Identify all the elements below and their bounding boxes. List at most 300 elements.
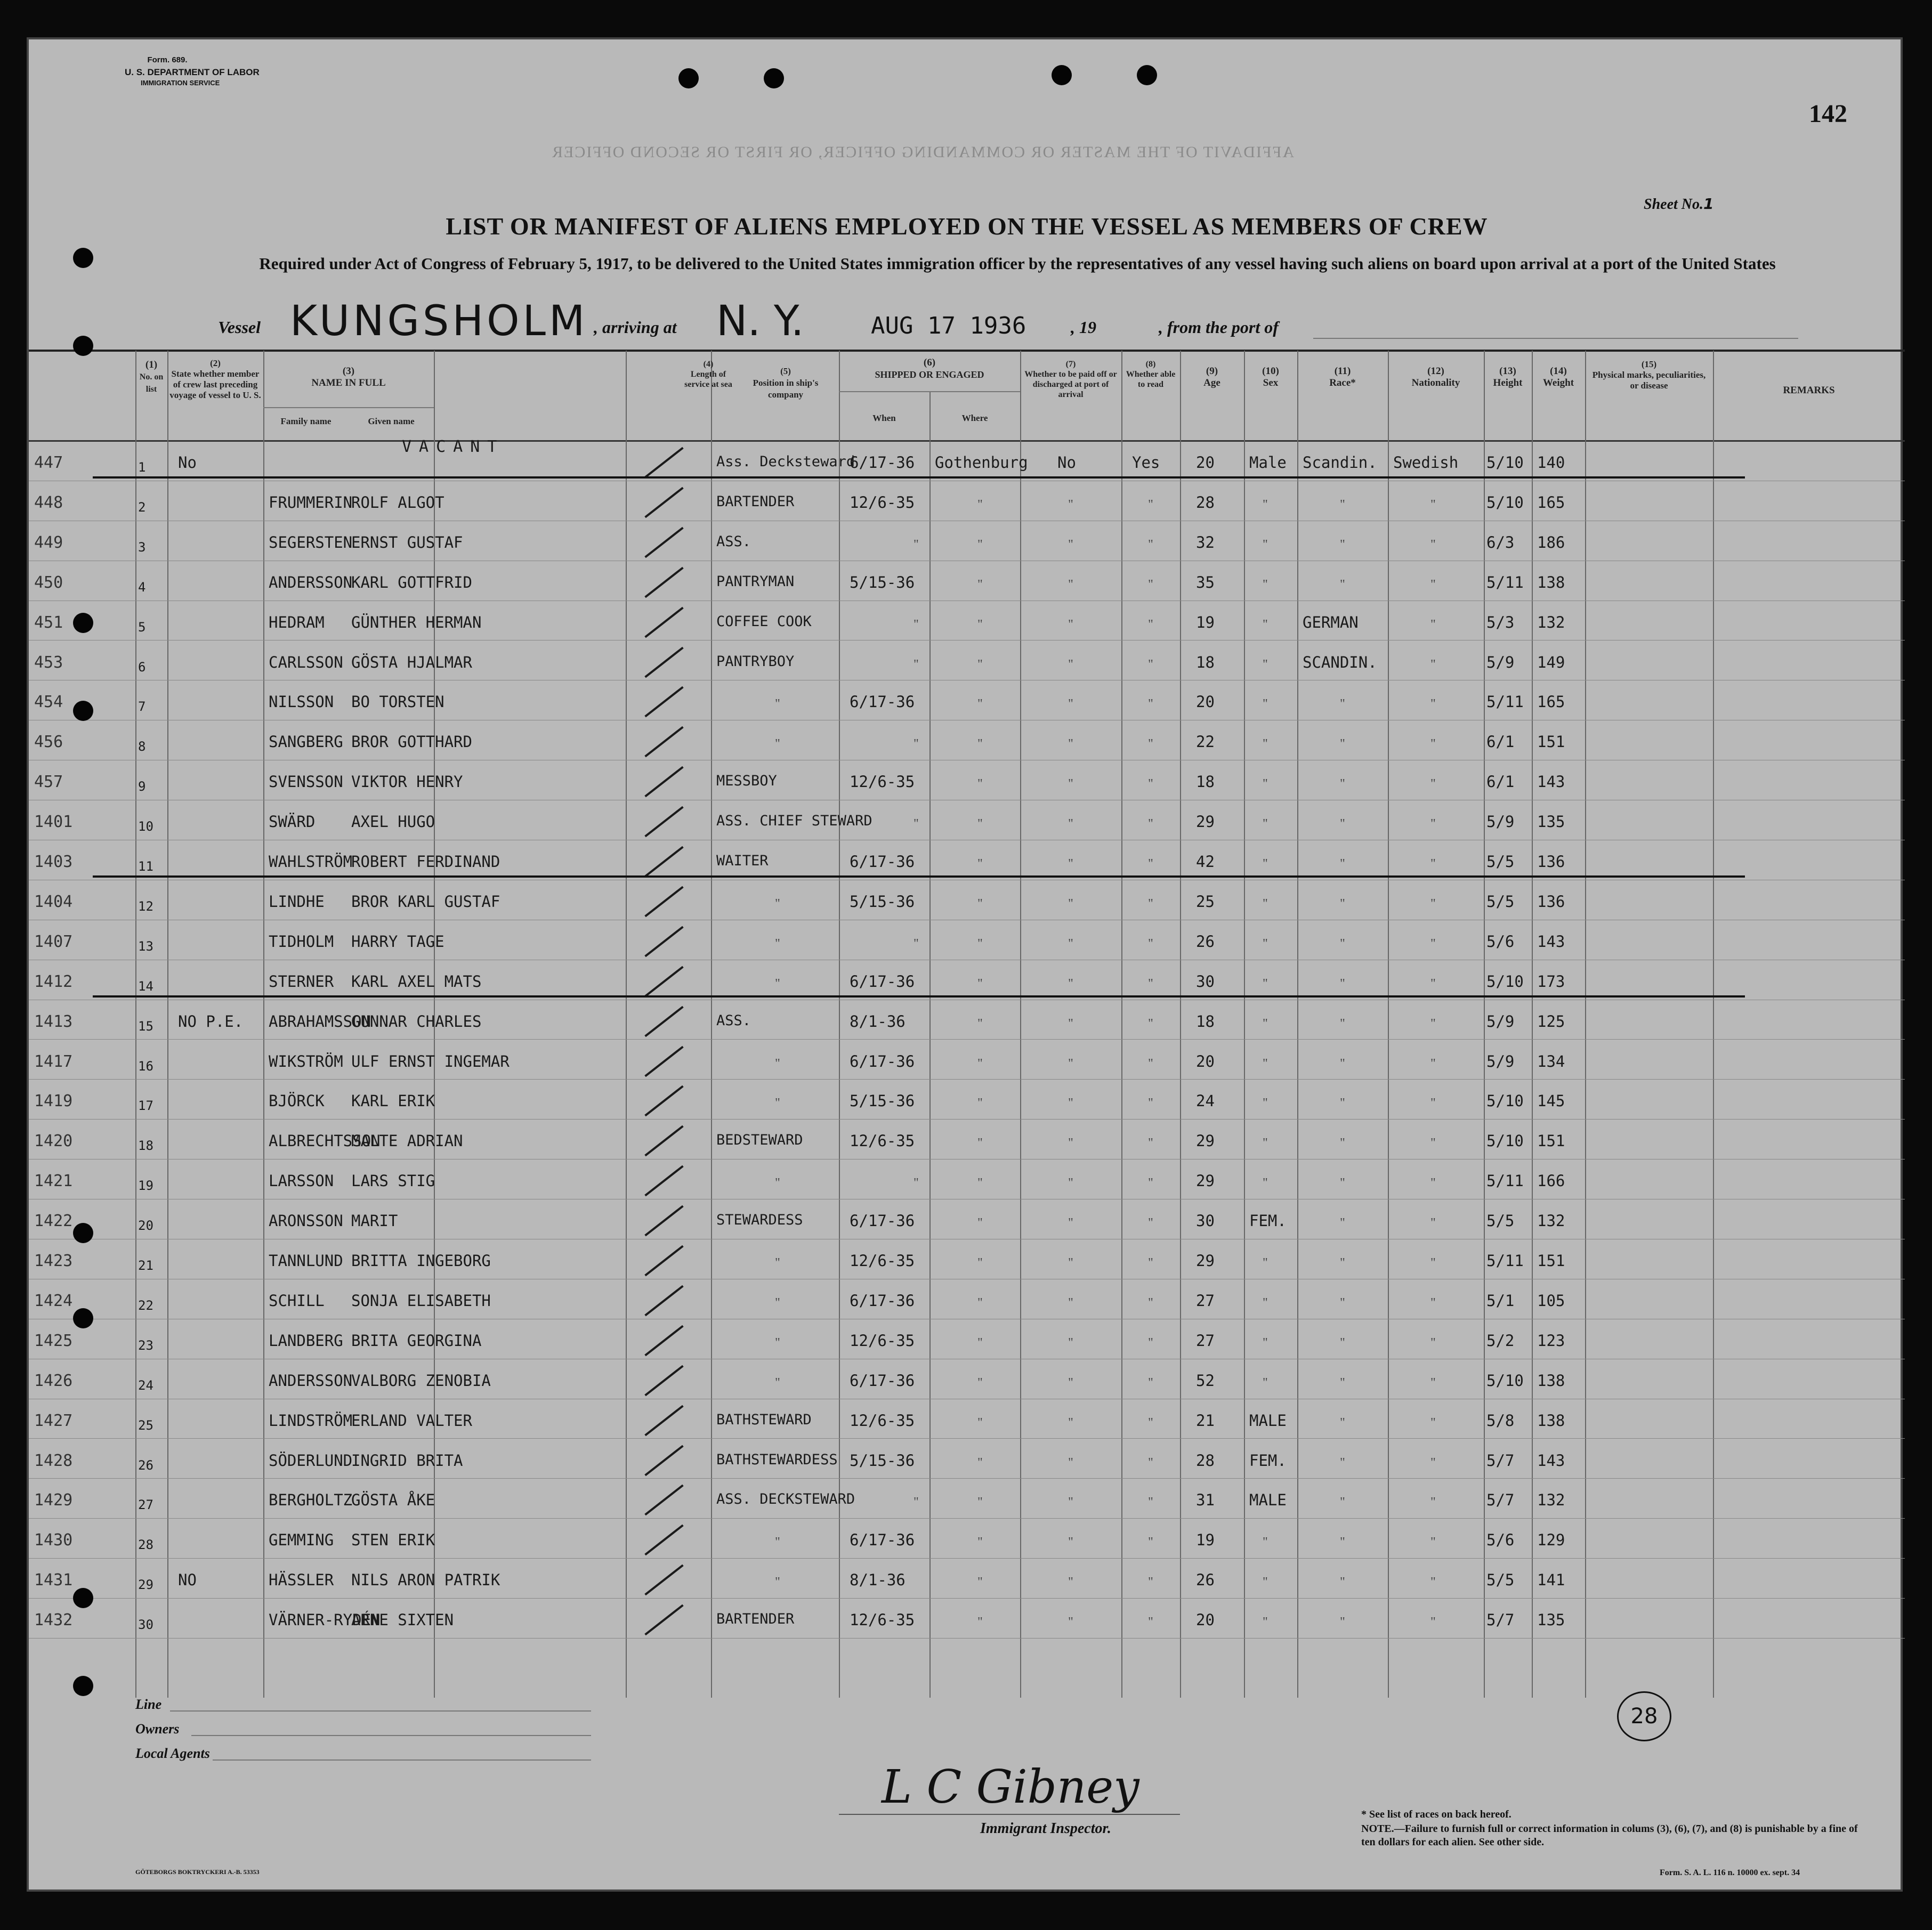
ditto-mark: " bbox=[977, 737, 983, 751]
ditto-mark: " bbox=[1068, 1615, 1073, 1629]
ditto-mark: " bbox=[1148, 817, 1153, 831]
row-rule bbox=[29, 1119, 1905, 1120]
cell-when: 6/17-36 bbox=[850, 1371, 915, 1390]
cell-age: 21 bbox=[1196, 1411, 1215, 1430]
cell-ref: 1431 bbox=[34, 1571, 73, 1590]
ditto-mark: " bbox=[775, 1176, 780, 1190]
ditto-mark: " bbox=[775, 1056, 780, 1071]
service-tick-mark bbox=[644, 726, 683, 758]
service-tick-mark bbox=[644, 487, 683, 518]
cell-sex: MALE bbox=[1249, 1491, 1287, 1510]
cell-position: COFFEE COOK bbox=[716, 613, 812, 630]
cell-given: ERNST GUSTAF bbox=[351, 533, 463, 552]
cell-no: 29 bbox=[138, 1577, 153, 1593]
cell-height: 5/2 bbox=[1486, 1331, 1515, 1350]
cell-ref: 449 bbox=[34, 533, 63, 552]
cell-height: 5/1 bbox=[1486, 1291, 1515, 1310]
cell-age: 31 bbox=[1196, 1491, 1215, 1510]
ditto-mark: " bbox=[977, 936, 983, 951]
cell-vacant: VACANT bbox=[402, 437, 505, 456]
table-row bbox=[29, 721, 1905, 761]
penalty-note: NOTE.—Failure to furnish full or correct information in colums (3), (6), (7), and (8) is punishable by a fine of ten dollars for each alien. See other side. bbox=[1361, 1823, 1858, 1848]
cell-height: 5/10 bbox=[1486, 1092, 1524, 1110]
cell-no: 11 bbox=[138, 859, 153, 874]
table-row bbox=[29, 1001, 1905, 1041]
cell-age: 30 bbox=[1196, 972, 1215, 991]
col-head-10: (10) Sex bbox=[1262, 366, 1279, 388]
ditto-mark: " bbox=[1340, 1335, 1345, 1350]
ditto-mark: " bbox=[1340, 697, 1345, 711]
cell-given: ULF ERNST INGEMAR bbox=[351, 1052, 510, 1071]
ditto-mark: " bbox=[1148, 1415, 1153, 1430]
col-head-12: (12) Nationality bbox=[1411, 366, 1460, 388]
circled-count: 28 bbox=[1617, 1691, 1671, 1741]
ditto-mark: " bbox=[1340, 497, 1345, 512]
cell-given: KARL AXEL MATS bbox=[351, 972, 482, 991]
ditto-mark: " bbox=[1148, 1615, 1153, 1629]
cell-age: 18 bbox=[1196, 773, 1215, 791]
owners-blank bbox=[191, 1735, 591, 1736]
cell-when: 12/6-35 bbox=[850, 1411, 915, 1430]
ditto-mark: " bbox=[1068, 737, 1073, 751]
service-tick-mark bbox=[644, 1125, 683, 1157]
cell-position: BEDSTEWARD bbox=[716, 1132, 803, 1149]
cell-when: 5/15-36 bbox=[850, 1092, 915, 1110]
ditto-mark: " bbox=[1263, 1575, 1268, 1590]
cell-weight: 132 bbox=[1537, 1212, 1565, 1230]
cell-ref: 447 bbox=[34, 453, 63, 472]
ditto-mark: " bbox=[1148, 777, 1153, 791]
cell-ref: 457 bbox=[34, 773, 63, 792]
ditto-mark: " bbox=[1263, 1295, 1268, 1310]
cell-no: 25 bbox=[138, 1417, 153, 1433]
cell-when: 12/6-35 bbox=[850, 1611, 915, 1629]
col-head-1: (1) No. on list bbox=[139, 359, 164, 394]
cell-age: 22 bbox=[1196, 733, 1215, 751]
cell-weight: 151 bbox=[1537, 733, 1565, 751]
cell-ref: 1427 bbox=[34, 1411, 73, 1430]
where-subhead: Where bbox=[961, 413, 988, 423]
table-row bbox=[29, 1559, 1905, 1599]
inspector-signature: L C Gibney bbox=[882, 1761, 1139, 1814]
manifest-sheet bbox=[27, 37, 1903, 1892]
cell-given: KARL GOTTFRID bbox=[351, 573, 472, 591]
ditto-mark: " bbox=[1068, 1495, 1073, 1510]
ditto-mark: " bbox=[1148, 1295, 1153, 1310]
strike-through-line bbox=[93, 995, 1745, 998]
ditto-mark: " bbox=[775, 1375, 780, 1390]
cell-weight: 135 bbox=[1537, 1611, 1565, 1629]
ditto-mark: " bbox=[1340, 1216, 1345, 1230]
ditto-mark: " bbox=[1263, 617, 1268, 631]
cell-given: VALBORG ZENOBIA bbox=[351, 1371, 491, 1390]
ditto-mark: " bbox=[1263, 1096, 1268, 1110]
service-tick-mark bbox=[644, 1405, 683, 1436]
table-row bbox=[29, 961, 1905, 1001]
cell-ref: 1420 bbox=[34, 1132, 73, 1151]
row-rule bbox=[29, 1438, 1905, 1439]
ditto-mark: " bbox=[977, 577, 983, 591]
ditto-mark: " bbox=[775, 1575, 780, 1590]
ditto-mark: " bbox=[977, 976, 983, 991]
service-tick-mark bbox=[644, 1445, 683, 1476]
cell-no: 4 bbox=[138, 579, 146, 595]
cell-no: 18 bbox=[138, 1138, 153, 1154]
cell-ref: 456 bbox=[34, 733, 63, 752]
ditto-mark: " bbox=[1430, 936, 1436, 951]
cell-given: ARNE SIXTEN bbox=[351, 1611, 454, 1629]
cell-no: 24 bbox=[138, 1377, 153, 1393]
cell-no: 16 bbox=[138, 1058, 153, 1074]
cell-ref: 450 bbox=[34, 573, 63, 592]
cell-family: TIDHOLM bbox=[269, 932, 334, 951]
cell-age: 20 bbox=[1196, 1052, 1215, 1071]
ditto-mark: " bbox=[775, 697, 780, 711]
ditto-mark: " bbox=[1430, 657, 1436, 671]
printer-imprint: GÖTEBORGS BOKTRYCKERI A.-B. 53353 bbox=[135, 1868, 260, 1876]
cell-no: 7 bbox=[138, 699, 146, 715]
cell-weight: 136 bbox=[1537, 853, 1565, 871]
cell-ref: 1412 bbox=[34, 972, 73, 991]
ditto-mark: " bbox=[1340, 1136, 1345, 1150]
ditto-mark: " bbox=[1148, 1335, 1153, 1350]
table-row bbox=[29, 642, 1905, 682]
cell-position: ASS. bbox=[716, 1012, 751, 1029]
ditto-mark: " bbox=[1340, 976, 1345, 991]
table-row bbox=[29, 881, 1905, 921]
cell-weight: 134 bbox=[1537, 1052, 1565, 1071]
table-row bbox=[29, 1200, 1905, 1240]
cell-read: Yes bbox=[1132, 453, 1160, 472]
ditto-mark: " bbox=[914, 537, 919, 552]
cell-ref: 448 bbox=[34, 493, 63, 512]
cell-family: WAHLSTRÖM bbox=[269, 853, 353, 871]
cell-height: 5/11 bbox=[1486, 1172, 1524, 1190]
cell-given: VIKTOR HENRY bbox=[351, 773, 463, 791]
table-row bbox=[29, 522, 1905, 562]
table-row bbox=[29, 1360, 1905, 1400]
ditto-mark: " bbox=[1148, 1535, 1153, 1550]
col-head-3: (3) NAME IN FULL bbox=[311, 366, 386, 388]
local-agents-label: Local Agents bbox=[135, 1746, 210, 1761]
ditto-mark: " bbox=[1340, 1415, 1345, 1430]
ditto-mark: " bbox=[1430, 1136, 1436, 1150]
ditto-mark: " bbox=[1148, 1056, 1153, 1071]
cell-when: 8/1-36 bbox=[850, 1571, 906, 1590]
service-tick-mark bbox=[644, 1085, 683, 1117]
ditto-mark: " bbox=[1263, 577, 1268, 591]
cell-family: BERGHOLTZ bbox=[269, 1491, 353, 1510]
service-tick-mark bbox=[644, 806, 683, 838]
table-row bbox=[29, 921, 1905, 961]
ditto-mark: " bbox=[977, 1256, 983, 1270]
ditto-mark: " bbox=[1263, 1335, 1268, 1350]
ditto-mark: " bbox=[1148, 537, 1153, 552]
cell-height: 5/11 bbox=[1486, 1252, 1524, 1270]
ditto-mark: " bbox=[1148, 896, 1153, 911]
cell-weight: 173 bbox=[1537, 972, 1565, 991]
cell-family: VÄRNER-RYDÉN bbox=[269, 1611, 381, 1629]
cell-where: Gothenburg bbox=[935, 453, 1028, 472]
cell-age: 18 bbox=[1196, 653, 1215, 671]
ditto-mark: " bbox=[977, 697, 983, 711]
ditto-mark: " bbox=[1068, 857, 1073, 871]
cell-no: 30 bbox=[138, 1617, 153, 1633]
ditto-mark: " bbox=[1263, 1256, 1268, 1270]
ditto-mark: " bbox=[1263, 537, 1268, 552]
service-tick-mark bbox=[644, 1485, 683, 1516]
service-tick-mark bbox=[644, 926, 683, 958]
ditto-mark: " bbox=[1340, 896, 1345, 911]
service-tick-mark bbox=[644, 886, 683, 918]
ditto-mark: " bbox=[1068, 1016, 1073, 1031]
cell-position: Ass. Decksteward bbox=[716, 453, 855, 470]
cell-age: 20 bbox=[1196, 1611, 1215, 1629]
cell-ref: 1413 bbox=[34, 1012, 73, 1031]
col-head-15: (15) Physical marks, peculiarities, or disease bbox=[1592, 359, 1706, 391]
table-row bbox=[29, 1400, 1905, 1440]
cell-prev: NO P.E. bbox=[178, 1012, 244, 1031]
cell-given: GÜNTHER HERMAN bbox=[351, 613, 482, 631]
cell-age: 42 bbox=[1196, 853, 1215, 871]
col-head-5: (5) Position in ship's company bbox=[753, 366, 819, 400]
cell-height: 5/10 bbox=[1486, 1132, 1524, 1150]
ditto-mark: " bbox=[977, 1535, 983, 1550]
cell-height: 5/5 bbox=[1486, 1212, 1515, 1230]
cell-family: SCHILL bbox=[269, 1291, 325, 1310]
cell-weight: 135 bbox=[1537, 813, 1565, 831]
ditto-mark: " bbox=[1340, 1375, 1345, 1390]
mirrored-bleedthrough-text: AFFIDAVIT OF THE MASTER OR COMMANDING OFFICER, OR FIRST OR SECOND OFFICER bbox=[551, 143, 1295, 161]
table-row bbox=[29, 1440, 1905, 1480]
ditto-mark: " bbox=[1430, 1495, 1436, 1510]
table-row bbox=[29, 1479, 1905, 1519]
ditto-mark: " bbox=[1068, 936, 1073, 951]
cell-height: 5/10 bbox=[1486, 453, 1524, 472]
ditto-mark: " bbox=[977, 1575, 983, 1590]
table-row bbox=[29, 1041, 1905, 1081]
cell-age: 30 bbox=[1196, 1212, 1215, 1230]
ditto-mark: " bbox=[1263, 657, 1268, 671]
cell-age: 20 bbox=[1196, 693, 1215, 711]
cell-family: BJÖRCK bbox=[269, 1092, 325, 1110]
punch-hole bbox=[73, 1223, 93, 1243]
ditto-mark: " bbox=[1340, 777, 1345, 791]
cell-when: 6/17-36 bbox=[850, 972, 915, 991]
cell-age: 19 bbox=[1196, 613, 1215, 631]
table-row bbox=[29, 562, 1905, 602]
punch-hole bbox=[1052, 65, 1072, 85]
cell-ref: 1401 bbox=[34, 813, 73, 832]
arrival-date-stamp: AUG 17 1936 bbox=[871, 312, 1026, 339]
cell-when: 5/15-36 bbox=[850, 892, 915, 911]
ditto-mark: " bbox=[1430, 1176, 1436, 1190]
service-name: IMMIGRATION SERVICE bbox=[141, 79, 220, 87]
cell-height: 5/7 bbox=[1486, 1451, 1515, 1470]
col-head-8: (8) Whether able to read bbox=[1126, 360, 1176, 389]
cell-prev: No bbox=[178, 453, 197, 472]
when-subhead: When bbox=[872, 413, 896, 423]
ditto-mark: " bbox=[1340, 936, 1345, 951]
cell-age: 24 bbox=[1196, 1092, 1215, 1110]
ditto-mark: " bbox=[1430, 1575, 1436, 1590]
cell-weight: 136 bbox=[1537, 892, 1565, 911]
ditto-mark: " bbox=[977, 1415, 983, 1430]
ditto-mark: " bbox=[1263, 1136, 1268, 1150]
cell-height: 5/5 bbox=[1486, 892, 1515, 911]
cell-prev: NO bbox=[178, 1571, 197, 1590]
ditto-mark: " bbox=[1263, 976, 1268, 991]
cell-no: 9 bbox=[138, 779, 146, 794]
ditto-mark: " bbox=[1148, 976, 1153, 991]
ditto-mark: " bbox=[775, 1256, 780, 1270]
cell-no: 20 bbox=[138, 1218, 153, 1234]
vessel-name: KUNGSHOLM bbox=[290, 297, 588, 345]
cell-age: 26 bbox=[1196, 932, 1215, 951]
ditto-mark: " bbox=[1430, 1016, 1436, 1031]
cell-given: GUNNAR CHARLES bbox=[351, 1012, 482, 1031]
cell-given: HARRY TAGE bbox=[351, 932, 444, 951]
cell-paid: No bbox=[1057, 453, 1076, 472]
service-tick-mark bbox=[644, 606, 683, 638]
cell-family: ARONSSON bbox=[269, 1212, 343, 1230]
cell-when: 12/6-35 bbox=[850, 1132, 915, 1150]
form-code: Form. S. A. L. 116 n. 10000 ex. sept. 34 bbox=[1660, 1868, 1800, 1877]
ditto-mark: " bbox=[1148, 936, 1153, 951]
cell-given: INGRID BRITA bbox=[351, 1451, 463, 1470]
cell-nat: Swedish bbox=[1393, 453, 1459, 472]
ditto-mark: " bbox=[977, 617, 983, 631]
cell-ref: 1424 bbox=[34, 1291, 73, 1310]
page-subtitle: Required under Act of Congress of February 5, 1917, to be delivered to the United States immigration officer by the representatives of any vessel having such aliens on board upon arrival at a port of the United States bbox=[259, 254, 1776, 273]
ditto-mark: " bbox=[1068, 1455, 1073, 1470]
cell-ref: 454 bbox=[34, 693, 63, 712]
ditto-mark: " bbox=[977, 817, 983, 831]
ditto-mark: " bbox=[977, 1136, 983, 1150]
row-rule bbox=[29, 1518, 1905, 1519]
cell-position: PANTRYBOY bbox=[716, 653, 795, 670]
ditto-mark: " bbox=[1068, 1056, 1073, 1071]
cell-position: ASS. DECKSTEWARD bbox=[716, 1491, 855, 1508]
ditto-mark: " bbox=[1263, 1056, 1268, 1071]
cell-family: FRUMMERIN bbox=[269, 493, 353, 512]
cell-height: 5/6 bbox=[1486, 1531, 1515, 1550]
cell-age: 35 bbox=[1196, 573, 1215, 591]
row-rule bbox=[29, 1478, 1905, 1479]
table-row bbox=[29, 1120, 1905, 1160]
ditto-mark: " bbox=[775, 1335, 780, 1350]
table-row bbox=[29, 1519, 1905, 1559]
ditto-mark: " bbox=[1263, 1615, 1268, 1629]
cell-no: 10 bbox=[138, 819, 153, 834]
table-row bbox=[29, 1320, 1905, 1360]
ditto-mark: " bbox=[1340, 1295, 1345, 1310]
ditto-mark: " bbox=[1340, 1096, 1345, 1110]
cell-given: BROR KARL GUSTAF bbox=[351, 892, 500, 911]
service-tick-mark bbox=[644, 1325, 683, 1357]
ditto-mark: " bbox=[1068, 1415, 1073, 1430]
cell-position: WAITER bbox=[716, 853, 769, 869]
ditto-mark: " bbox=[1340, 737, 1345, 751]
cell-weight: 129 bbox=[1537, 1531, 1565, 1550]
row-rule bbox=[29, 1638, 1905, 1639]
cell-height: 6/1 bbox=[1486, 773, 1515, 791]
cell-age: 25 bbox=[1196, 892, 1215, 911]
cell-family: LINDSTRÖM bbox=[269, 1411, 353, 1430]
service-tick-mark bbox=[644, 1205, 683, 1237]
punch-hole bbox=[678, 68, 699, 88]
ditto-mark: " bbox=[1263, 737, 1268, 751]
ditto-mark: " bbox=[1263, 1176, 1268, 1190]
cell-when: 6/17-36 bbox=[850, 1052, 915, 1071]
cell-height: 5/10 bbox=[1486, 493, 1524, 512]
cell-given: ROBERT FERDINAND bbox=[351, 853, 500, 871]
cell-weight: 143 bbox=[1537, 1451, 1565, 1470]
cell-position: BATHSTEWARDESS bbox=[716, 1451, 838, 1468]
line-label: Line bbox=[135, 1697, 162, 1712]
cell-family: LANDBERG bbox=[269, 1331, 343, 1350]
ditto-mark: " bbox=[1263, 1375, 1268, 1390]
cell-sex: FEM. bbox=[1249, 1212, 1287, 1230]
cell-race: GERMAN bbox=[1303, 613, 1359, 631]
cell-given: BRITA GEORGINA bbox=[351, 1331, 482, 1350]
cell-family: ABRAHAMSSON bbox=[269, 1012, 371, 1031]
ditto-mark: " bbox=[1148, 577, 1153, 591]
cell-weight: 138 bbox=[1537, 1411, 1565, 1430]
ditto-mark: " bbox=[977, 1495, 983, 1510]
ditto-mark: " bbox=[1430, 817, 1436, 831]
cell-no: 12 bbox=[138, 898, 153, 914]
ditto-mark: " bbox=[1430, 1096, 1436, 1110]
ditto-mark: " bbox=[1148, 737, 1153, 751]
cell-no: 27 bbox=[138, 1497, 153, 1513]
cell-sex: FEM. bbox=[1249, 1451, 1287, 1470]
cell-given: SONJA ELISABETH bbox=[351, 1291, 491, 1310]
cell-no: 28 bbox=[138, 1537, 153, 1553]
cell-age: 32 bbox=[1196, 533, 1215, 552]
cell-when: 8/1-36 bbox=[850, 1012, 906, 1031]
ditto-mark: " bbox=[1148, 1176, 1153, 1190]
cell-ref: 1403 bbox=[34, 853, 73, 871]
cell-age: 29 bbox=[1196, 1252, 1215, 1270]
cell-no: 8 bbox=[138, 739, 146, 755]
cell-weight: 132 bbox=[1537, 1491, 1565, 1510]
cell-ref: 1425 bbox=[34, 1331, 73, 1350]
cell-ref: 1428 bbox=[34, 1451, 73, 1470]
punch-hole bbox=[73, 336, 93, 356]
ditto-mark: " bbox=[1068, 1535, 1073, 1550]
department-name: U. S. DEPARTMENT OF LABOR bbox=[125, 67, 260, 77]
cell-position: ASS. CHIEF STEWARD bbox=[716, 813, 872, 830]
cell-age: 27 bbox=[1196, 1331, 1215, 1350]
cell-weight: 151 bbox=[1537, 1252, 1565, 1270]
cell-given: LARS STIG bbox=[351, 1172, 435, 1190]
cell-given: GÖSTA HJALMAR bbox=[351, 653, 472, 671]
cell-when: 6/17-36 bbox=[850, 453, 915, 472]
cell-age: 52 bbox=[1196, 1371, 1215, 1390]
cell-weight: 138 bbox=[1537, 573, 1565, 591]
ditto-mark: " bbox=[1430, 1216, 1436, 1230]
cell-no: 22 bbox=[138, 1298, 153, 1313]
cell-sex: MALE bbox=[1249, 1411, 1287, 1430]
cell-age: 27 bbox=[1196, 1291, 1215, 1310]
punch-hole bbox=[73, 1676, 93, 1696]
ditto-mark: " bbox=[977, 896, 983, 911]
ditto-mark: " bbox=[1430, 537, 1436, 552]
cell-weight: 143 bbox=[1537, 932, 1565, 951]
cell-race: SCANDIN. bbox=[1303, 653, 1377, 671]
col-head-7: (7) Whether to be paid off or discharged at port of arrival bbox=[1024, 360, 1117, 399]
